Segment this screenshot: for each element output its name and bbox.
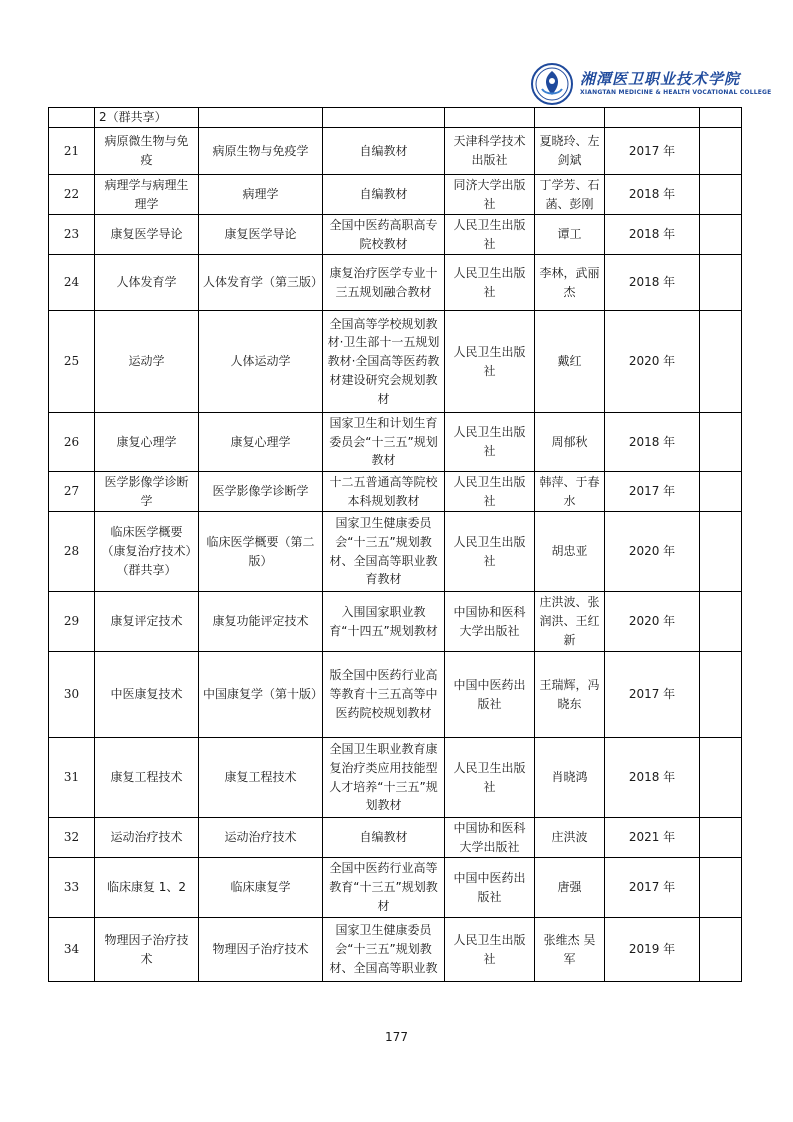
cell-publisher: 人民卫生出版社 — [445, 215, 535, 255]
cell-blank — [700, 918, 742, 982]
cell-blank — [700, 652, 742, 738]
cell-course: 康复医学导论 — [95, 215, 199, 255]
cell-course: 康复心理学 — [95, 413, 199, 472]
cell-publisher: 天津科学技术出版社 — [445, 128, 535, 175]
college-name-en: XIANGTAN MEDICINE & HEALTH VOCATIONAL COLLEGE — [580, 89, 772, 96]
cell-editor: 胡忠亚 — [535, 512, 605, 592]
cell-textbook: 康复工程技术 — [199, 738, 323, 818]
cell-textbook: 病理学 — [199, 175, 323, 215]
cell-editor: 夏晓玲、左剑斌 — [535, 128, 605, 175]
cell-blank — [700, 215, 742, 255]
cell-editor: 庄洪波、张润洪、王红新 — [535, 592, 605, 652]
cell-course: 运动治疗技术 — [95, 818, 199, 858]
cell-no: 31 — [49, 738, 95, 818]
cell-no: 24 — [49, 255, 95, 311]
page-number: 177 — [385, 1030, 408, 1044]
cell-year: 2018 年 — [605, 413, 700, 472]
table-row — [49, 858, 742, 918]
table-row — [49, 472, 742, 512]
cell-textbook: 临床康复学 — [199, 858, 323, 918]
cell-course: 中医康复技术 — [95, 652, 199, 738]
table-row — [49, 818, 742, 858]
cell-publisher: 人民卫生出版社 — [445, 311, 535, 413]
table-row — [49, 128, 742, 175]
cell-editor: 李林，武丽杰 — [535, 255, 605, 311]
cell-textbook: 中国康复学（第十版） — [199, 652, 323, 738]
cell-category: 国家卫生健康委员会“十三五”规划教材、全国高等职业教 — [323, 918, 445, 982]
table-body — [49, 108, 742, 982]
cell-textbook: 康复心理学 — [199, 413, 323, 472]
table-row — [49, 512, 742, 592]
cell-category: 版全国中医药行业高等教育十三五高等中医药院校规划教材 — [323, 652, 445, 738]
cell-textbook: 医学影像学诊断学 — [199, 472, 323, 512]
cell-no: 26 — [49, 413, 95, 472]
cell-publisher: 人民卫生出版社 — [445, 738, 535, 818]
cell-publisher: 人民卫生出版社 — [445, 413, 535, 472]
cell-category: 自编教材 — [323, 175, 445, 215]
cell-editor: 丁学芳、石菡、彭刚 — [535, 175, 605, 215]
cell-textbook — [199, 108, 323, 128]
textbook-table — [48, 107, 742, 982]
cell-year: 2020 年 — [605, 592, 700, 652]
table-row — [49, 311, 742, 413]
cell-publisher: 中国协和医科大学出版社 — [445, 592, 535, 652]
cell-year: 2020 年 — [605, 311, 700, 413]
cell-editor: 戴红 — [535, 311, 605, 413]
cell-year — [605, 108, 700, 128]
cell-publisher: 人民卫生出版社 — [445, 918, 535, 982]
cell-year: 2017 年 — [605, 128, 700, 175]
cell-year: 2018 年 — [605, 255, 700, 311]
cell-category: 自编教材 — [323, 128, 445, 175]
cell-course: 康复评定技术 — [95, 592, 199, 652]
cell-editor: 韩萍、于春水 — [535, 472, 605, 512]
cell-course: 临床医学概要（康复治疗技术）（群共享） — [95, 512, 199, 592]
cell-blank — [700, 818, 742, 858]
cell-blank — [700, 413, 742, 472]
cell-year: 2018 年 — [605, 215, 700, 255]
table-row — [49, 652, 742, 738]
cell-blank — [700, 255, 742, 311]
cell-blank — [700, 472, 742, 512]
table-row-continued — [49, 108, 742, 128]
cell-year: 2017 年 — [605, 652, 700, 738]
cell-no: 22 — [49, 175, 95, 215]
cell-category — [323, 108, 445, 128]
cell-editor: 王瑞辉，冯晓东 — [535, 652, 605, 738]
cell-category: 国家卫生和计划生育委员会“十三五”规划教材 — [323, 413, 445, 472]
college-emblem-icon — [530, 62, 574, 106]
cell-category: 全国卫生职业教育康复治疗类应用技能型人才培养“十三五”规划教材 — [323, 738, 445, 818]
cell-course: 物理因子治疗技术 — [95, 918, 199, 982]
cell-no: 34 — [49, 918, 95, 982]
cell-course: 医学影像学诊断学 — [95, 472, 199, 512]
cell-year: 2018 年 — [605, 175, 700, 215]
cell-course: 病原微生物与免疫 — [95, 128, 199, 175]
table-row — [49, 592, 742, 652]
cell-textbook: 人体发育学（第三版） — [199, 255, 323, 311]
cell-blank — [700, 108, 742, 128]
cell-category: 康复治疗医学专业十三五规划融合教材 — [323, 255, 445, 311]
table-row — [49, 175, 742, 215]
cell-blank — [700, 738, 742, 818]
cell-blank — [700, 592, 742, 652]
cell-textbook: 物理因子治疗技术 — [199, 918, 323, 982]
cell-textbook: 病原生物与免疫学 — [199, 128, 323, 175]
cell-category: 自编教材 — [323, 818, 445, 858]
cell-no — [49, 108, 95, 128]
cell-editor: 周郁秋 — [535, 413, 605, 472]
cell-no: 29 — [49, 592, 95, 652]
cell-no: 28 — [49, 512, 95, 592]
cell-year: 2017 年 — [605, 858, 700, 918]
cell-category: 全国中医药高职高专院校教材 — [323, 215, 445, 255]
cell-course: 康复工程技术 — [95, 738, 199, 818]
table-row — [49, 255, 742, 311]
cell-blank — [700, 858, 742, 918]
cell-editor: 张维杰 吴军 — [535, 918, 605, 982]
cell-editor: 唐强 — [535, 858, 605, 918]
table-row — [49, 215, 742, 255]
cell-course: 病理学与病理生理学 — [95, 175, 199, 215]
cell-editor: 肖晓鸿 — [535, 738, 605, 818]
cell-blank — [700, 311, 742, 413]
cell-category: 全国高等学校规划教材·卫生部十一五规划教材·全国高等医药教材建设研究会规划教材 — [323, 311, 445, 413]
table-row — [49, 413, 742, 472]
cell-no: 21 — [49, 128, 95, 175]
cell-year: 2018 年 — [605, 738, 700, 818]
table-row — [49, 918, 742, 982]
cell-publisher: 人民卫生出版社 — [445, 472, 535, 512]
cell-publisher: 人民卫生出版社 — [445, 512, 535, 592]
cell-editor — [535, 108, 605, 128]
college-logo — [530, 62, 772, 108]
cell-year: 2020 年 — [605, 512, 700, 592]
cell-no: 30 — [49, 652, 95, 738]
cell-no: 25 — [49, 311, 95, 413]
cell-editor: 谭工 — [535, 215, 605, 255]
cell-category: 入围国家职业教育“十四五”规划教材 — [323, 592, 445, 652]
cell-publisher: 中国中医药出版社 — [445, 858, 535, 918]
cell-textbook: 康复医学导论 — [199, 215, 323, 255]
cell-no: 27 — [49, 472, 95, 512]
cell-course: 临床康复 1、2 — [95, 858, 199, 918]
cell-course: 运动学 — [95, 311, 199, 413]
cell-publisher — [445, 108, 535, 128]
cell-publisher: 中国协和医科大学出版社 — [445, 818, 535, 858]
cell-year: 2017 年 — [605, 472, 700, 512]
cell-publisher: 人民卫生出版社 — [445, 255, 535, 311]
cell-no: 23 — [49, 215, 95, 255]
cell-no: 33 — [49, 858, 95, 918]
cell-textbook: 人体运动学 — [199, 311, 323, 413]
cell-no: 32 — [49, 818, 95, 858]
cell-category: 全国中医药行业高等教育“十三五”规划教材 — [323, 858, 445, 918]
cell-textbook: 康复功能评定技术 — [199, 592, 323, 652]
cell-year: 2021 年 — [605, 818, 700, 858]
cell-textbook: 运动治疗技术 — [199, 818, 323, 858]
table-row — [49, 738, 742, 818]
cell-blank — [700, 512, 742, 592]
cell-category: 国家卫生健康委员会“十三五”规划教材、全国高等职业教育教材 — [323, 512, 445, 592]
cell-editor: 庄洪波 — [535, 818, 605, 858]
cell-course: 人体发育学 — [95, 255, 199, 311]
cell-category: 十二五普通高等院校本科规划教材 — [323, 472, 445, 512]
cell-blank — [700, 175, 742, 215]
cell-year: 2019 年 — [605, 918, 700, 982]
cell-course: 2（群共享） — [95, 108, 199, 128]
cell-publisher: 中国中医药出版社 — [445, 652, 535, 738]
cell-blank — [700, 128, 742, 175]
cell-textbook: 临床医学概要（第二版） — [199, 512, 323, 592]
cell-publisher: 同济大学出版社 — [445, 175, 535, 215]
college-name: 湘潭医卫职业技术学院 — [580, 70, 741, 88]
